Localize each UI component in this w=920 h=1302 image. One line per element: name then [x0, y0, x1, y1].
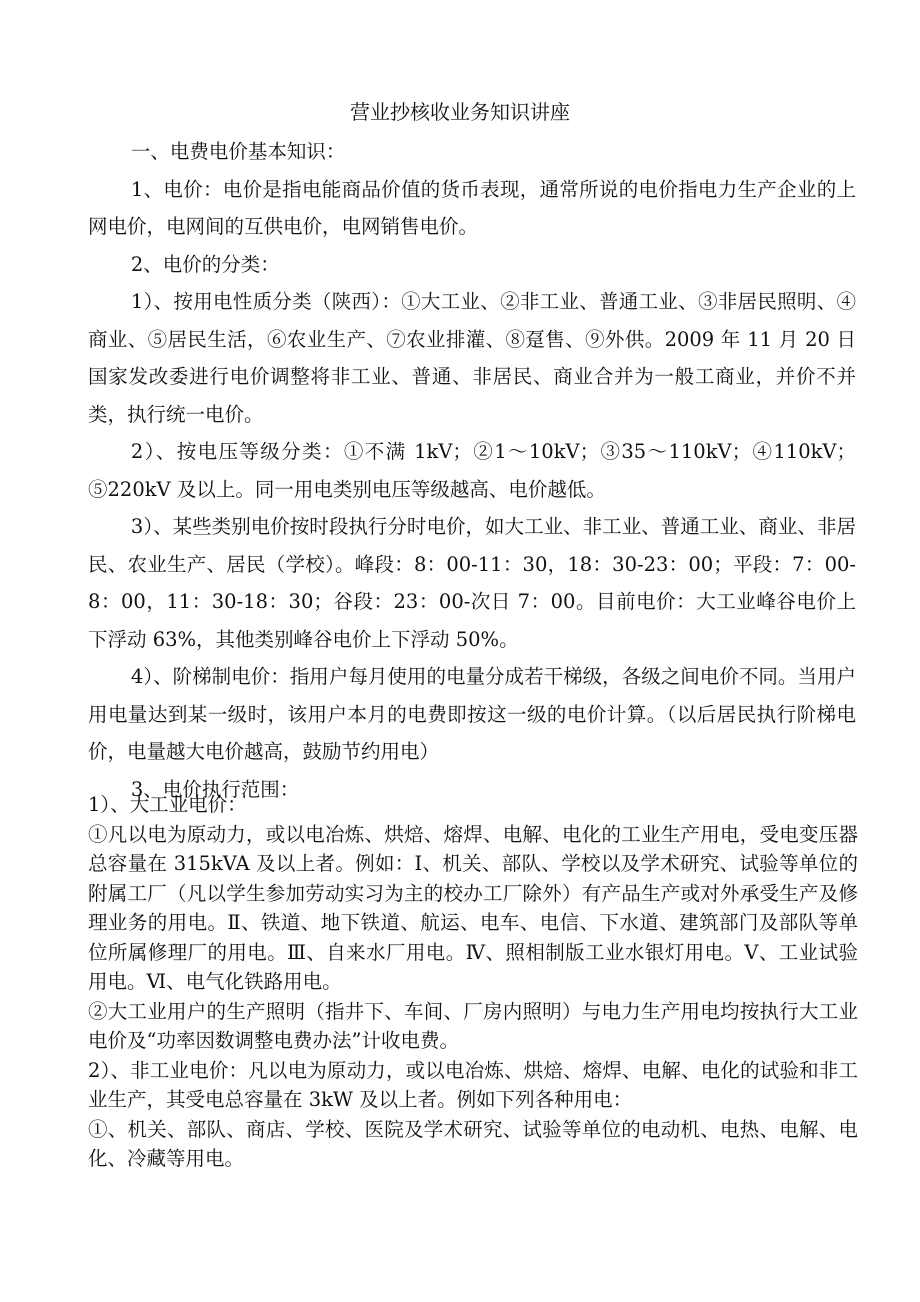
heading-price-classification: 2、电价的分类： [130, 252, 280, 276]
paragraph-by-voltage-level: 2）、按电压等级分类：①不满 1kV；②1～10kV；③35～110kV；④110kV；⑤220kV 及以上。同一用电类别电压等级越高、电价越低。 [88, 440, 856, 501]
paragraph-by-usage-type: 1）、按用电性质分类（陕西）：①大工业、②非工业、普通工业、③非居民照明、④商业、⑤居民生活，⑥农业生产、⑦农业排灌、⑧趸售、⑨外供。2009 年 11 月 20 日国家发改委进行电价调整将非工业、普通、非居民、商业合并为一般工商业，并价不并类，执行统一电价。 [88, 290, 856, 426]
paragraph-tiered-pricing: 4）、阶梯制电价：指用户每月使用的电量分成若干梯级，各级之间电价不同。当用户用电量达到某一级时，该用户本月的电费即按这一级的电价计算。（以后居民执行阶梯电价，电量越大电价越高，鼓励节约用电） [88, 665, 856, 763]
heading-large-industry: 1）、大工业电价： [88, 793, 247, 816]
paragraph-non-industry: 2）、非工业电价：凡以电为原动力，或以电冶炼、烘焙、熔焊、电解、电化的试验和非工业生产，其受电总容量在 3kW 及以上者。例如下列各种用电： [88, 1058, 858, 1111]
document-title: 营业抄核收业务知识讲座 [350, 100, 570, 124]
paragraph-price-definition: 1、电价：电价是指电能商品价值的货币表现，通常所说的电价指电力生产企业的上网电价，电网间的互供电价，电网销售电价。 [88, 177, 856, 238]
section-pricing-basics [88, 133, 856, 808]
heading-basics: 一、电费电价基本知识： [130, 140, 346, 163]
paragraph-large-industry-scope: ①凡以电为原动力，或以电冶炼、烘焙、熔焊、电解、电化的工业生产用电，受电变压器总容量在 315kVA 及以上者。例如：Ⅰ、机关、部队、学校以及学术研究、试验等单位的附属工厂（凡以学生参加劳动实习为主的校办工厂除外）有产品生产或对外承受生产及修理业务的用电。Ⅱ、铁道、地下铁道、航运、电车、电信、下水道、建筑部门及部队等单位所属修理厂的用电。Ⅲ、自来水厂用电。Ⅳ、照相制版工业水银灯用电。Ⅴ、工业试验用电。Ⅵ、电气化铁路用电。 [88, 822, 858, 993]
heading-price-scope: 3、电价执行范围： [130, 777, 300, 801]
section-pricing-scope [88, 790, 858, 1174]
paragraph-time-of-use: 3）、某些类别电价按时段执行分时电价，如大工业、非工业、普通工业、商业、非居民、农业生产、居民（学校）。峰段：8：00-11：30，18：30-23：00；平段：7：00-8：00，11：30-18：30；谷段：23：00-次日 7：00。目前电价：大工业峰谷电价上下浮动 63%，其他类别峰谷电价上下浮动 50%。 [88, 515, 856, 651]
paragraph-large-industry-lighting: ②大工业用户的生产照明（指井下、车间、厂房内照明）与电力生产用电均按执行大工业电价及“功率因数调整电费办法”计收电费。 [88, 999, 858, 1052]
paragraph-non-industry-examples: ①、机关、部队、商店、学校、医院及学术研究、试验等单位的电动机、电热、电解、电化、冷藏等用电。 [88, 1117, 858, 1170]
